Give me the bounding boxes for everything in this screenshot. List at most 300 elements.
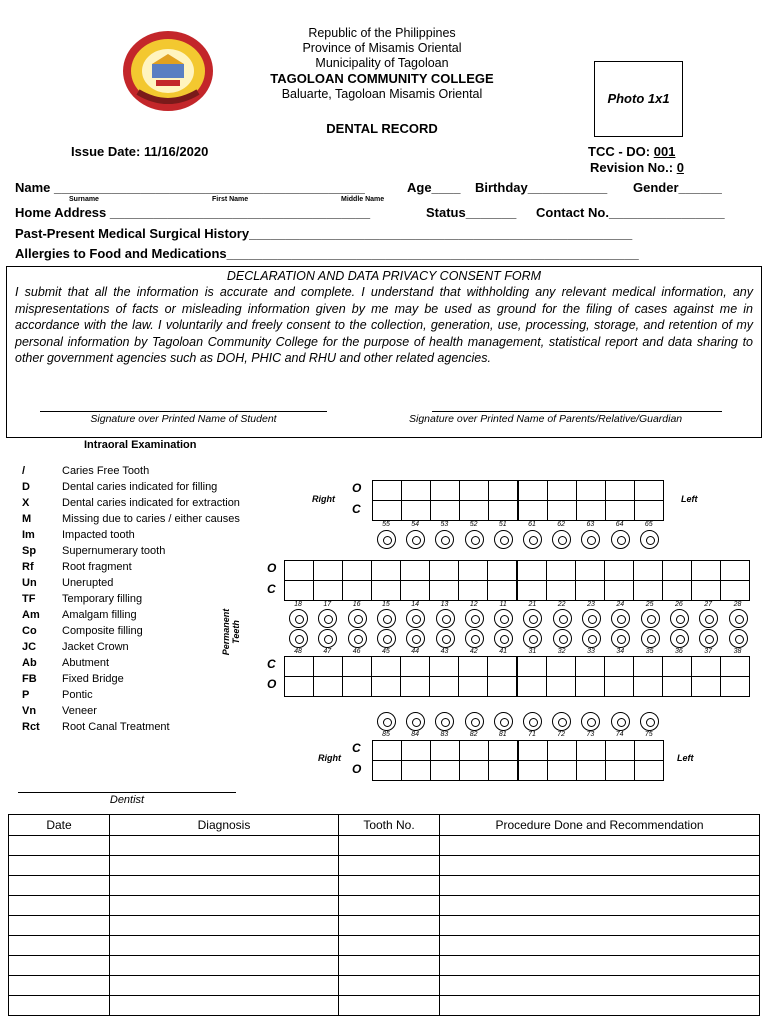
tooth-surface-cell[interactable] — [343, 677, 372, 697]
tooth-surface-cell[interactable] — [517, 581, 547, 601]
lower-permanent-tooth-number: 43 — [440, 648, 449, 655]
tooth-surface-cell[interactable] — [517, 561, 547, 581]
diagnosis-cell[interactable] — [110, 856, 339, 876]
tooth-surface-cell[interactable] — [721, 657, 750, 677]
legend-code: Co — [22, 625, 37, 637]
tooth-surface-cell[interactable] — [518, 501, 548, 521]
legend-code: Vn — [22, 705, 37, 717]
grid-row — [285, 561, 750, 581]
tooth-surface-cell[interactable] — [634, 657, 663, 677]
tooth-surface-cell[interactable] — [634, 677, 663, 697]
lower-primary-tooth-number: 74 — [615, 731, 624, 738]
lower-permanent-tooth-number: 38 — [733, 648, 742, 655]
procedure-cell[interactable] — [440, 976, 760, 996]
upper-permanent-tooth-icon[interactable] — [289, 609, 308, 628]
lower-primary-tooth-icon[interactable] — [581, 712, 600, 731]
upper-permanent-tooth-number: 14 — [411, 601, 420, 608]
tooth-surface-cell[interactable] — [402, 501, 431, 521]
upper-permanent-tooth-icon[interactable] — [699, 609, 718, 628]
tooth-surface-cell[interactable] — [517, 657, 547, 677]
tooth-surface-cell[interactable] — [402, 741, 431, 761]
lower-permanent-tooth-number: 36 — [674, 648, 683, 655]
tooth-surface-cell[interactable] — [459, 561, 488, 581]
tooth-surface-cell[interactable] — [547, 677, 576, 697]
dentist-signature-line[interactable] — [18, 792, 236, 793]
tooth-surface-cell[interactable] — [430, 677, 459, 697]
right-label: Right — [312, 494, 335, 504]
legend-code: P — [22, 689, 30, 701]
age-field[interactable]: Age____ — [407, 180, 461, 195]
lower-permanent-tooth-icon[interactable] — [582, 629, 601, 648]
legend-text: Abutment — [62, 657, 110, 669]
tooth-surface-cell[interactable] — [459, 581, 488, 601]
legend-text: Dental caries indicated for filling — [62, 481, 218, 493]
tooth-surface-cell[interactable] — [692, 677, 721, 697]
tooth-surface-cell[interactable] — [663, 657, 692, 677]
diagnosis-cell[interactable] — [110, 836, 339, 856]
date-cell[interactable] — [9, 936, 110, 956]
tooth-surface-cell[interactable] — [314, 581, 343, 601]
diagnosis-cell[interactable] — [110, 976, 339, 996]
legend-item — [22, 641, 129, 657]
diagnosis-cell[interactable] — [110, 996, 339, 1016]
issue-date: Issue Date: 11/16/2020 — [71, 144, 209, 159]
tooth-surface-cell[interactable] — [431, 501, 460, 521]
first-name-label: First Name — [212, 196, 249, 203]
lower-primary-tooth-icon[interactable] — [494, 712, 513, 731]
upper-primary-tooth-icon[interactable] — [640, 530, 659, 549]
legend-text: Caries Free Tooth — [62, 465, 150, 477]
tooth-surface-cell[interactable] — [577, 501, 606, 521]
upper-primary-tooth-icon[interactable] — [377, 530, 396, 549]
lower-permanent-tooth-icon[interactable] — [289, 629, 308, 648]
grid-row — [285, 677, 750, 697]
procedure-cell[interactable] — [440, 836, 760, 856]
legend-code: Ab — [22, 657, 37, 669]
date-header: Date — [9, 815, 110, 836]
lower-primary-tooth-number: 82 — [469, 731, 478, 738]
procedure-cell[interactable] — [440, 996, 760, 1016]
tooth-surface-cell[interactable] — [488, 677, 518, 697]
tooth-surface-cell[interactable] — [518, 761, 548, 781]
birthday-field[interactable]: Birthday___________ — [475, 180, 608, 195]
upper-permanent-tooth-number: 28 — [733, 601, 742, 608]
tooth-surface-cell[interactable] — [577, 761, 606, 781]
legend-code: TF — [22, 593, 36, 605]
upper-permanent-tooth-icon[interactable] — [406, 609, 425, 628]
left-label: Left — [677, 753, 694, 763]
upper-permanent-tooth-number: 16 — [352, 601, 361, 608]
upper-permanent-tooth-icon[interactable] — [377, 609, 396, 628]
tooth-surface-cell[interactable] — [431, 761, 460, 781]
legend-text: Fixed Bridge — [62, 673, 124, 685]
diagnosis-cell[interactable] — [110, 876, 339, 896]
upper-primary-tooth-icon[interactable] — [406, 530, 425, 549]
tooth-surface-cell[interactable] — [721, 677, 750, 697]
status-field[interactable]: Status_______ — [426, 205, 517, 220]
tooth-surface-cell[interactable] — [518, 741, 548, 761]
legend-item — [22, 721, 170, 737]
legend-item — [22, 561, 132, 577]
legend-item — [22, 705, 97, 721]
tooth-surface-cell[interactable] — [606, 741, 635, 761]
lower-permanent-tooth-icon[interactable] — [348, 629, 367, 648]
legend-item — [22, 673, 124, 689]
tooth-surface-cell[interactable] — [721, 561, 750, 581]
tooth-surface-cell[interactable] — [605, 581, 634, 601]
tooth-no-cell[interactable] — [339, 836, 440, 856]
lower-permanent-tooth-icon[interactable] — [611, 629, 630, 648]
tooth-surface-cell[interactable] — [605, 677, 634, 697]
diagnosis-cell[interactable] — [110, 916, 339, 936]
upper-primary-tooth-number: 63 — [586, 521, 595, 528]
procedure-cell[interactable] — [440, 916, 760, 936]
upper-permanent-tooth-icon[interactable] — [348, 609, 367, 628]
upper-primary-tooth-icon[interactable] — [581, 530, 600, 549]
lower-permanent-tooth-icon[interactable] — [670, 629, 689, 648]
tooth-surface-cell[interactable] — [343, 561, 372, 581]
diagnosis-cell[interactable] — [110, 956, 339, 976]
upper-permanent-tooth-icon[interactable] — [553, 609, 572, 628]
tooth-surface-cell[interactable] — [285, 581, 314, 601]
header-college: TAGOLOAN COMMUNITY COLLEGE — [270, 71, 494, 86]
upper-permanent-tooth-icon[interactable] — [670, 609, 689, 628]
header-address: Baluarte, Tagoloan Misamis Oriental — [281, 87, 483, 101]
legend-text: Temporary filling — [62, 593, 143, 605]
tooth-surface-cell[interactable] — [635, 741, 664, 761]
tooth-surface-cell[interactable] — [314, 677, 343, 697]
tooth-no-cell[interactable] — [339, 876, 440, 896]
legend-text: Composite filling — [62, 625, 143, 637]
header-republic: Republic of the Philippines — [308, 26, 456, 40]
student-signature-line[interactable] — [40, 411, 327, 412]
tooth-surface-cell[interactable] — [372, 561, 401, 581]
tooth-surface-cell[interactable] — [401, 561, 430, 581]
tooth-surface-cell[interactable] — [489, 501, 519, 521]
procedure-cell[interactable] — [440, 856, 760, 876]
legend-item — [22, 465, 149, 481]
legend-code: Im — [22, 529, 35, 541]
tooth-no-cell[interactable] — [339, 956, 440, 976]
tooth-surface-cell[interactable] — [547, 561, 576, 581]
tooth-surface-cell[interactable] — [401, 657, 430, 677]
tooth-surface-cell[interactable] — [343, 657, 372, 677]
tooth-surface-cell[interactable] — [634, 581, 663, 601]
declaration-body: I submit that all the information is accurate and complete. I understand that withholding any relevant medical information, any mispresentations of facts or misleading information given by me may be used as ground for the filing of cases against me in accordance with the law. I voluntarily and freely consent to the collection, generation, use, processing, storage, and retention of my personal information by Tagoloan Community College for the purpose of health management, statistical report and data sharing to other government agencies such as DOH, PHIC and RHU and other related agencies. — [15, 285, 753, 365]
lower-permanent-tooth-icon[interactable] — [494, 629, 513, 648]
tooth-surface-cell[interactable] — [634, 561, 663, 581]
tooth-surface-cell[interactable] — [460, 481, 489, 501]
tooth-surface-cell[interactable] — [577, 741, 606, 761]
legend-text: Root fragment — [62, 561, 132, 573]
lower-permanent-tooth-number: 45 — [381, 648, 390, 655]
diagnosis-cell[interactable] — [110, 896, 339, 916]
tooth-surface-cell[interactable] — [373, 761, 402, 781]
lower-primary-tooth-icon[interactable] — [611, 712, 630, 731]
date-cell[interactable] — [9, 876, 110, 896]
legend-text: Impacted tooth — [62, 529, 135, 541]
lower-primary-tooth-icon[interactable] — [523, 712, 542, 731]
grid-row — [373, 501, 664, 521]
upper-primary-tooth-icon[interactable] — [435, 530, 454, 549]
upper-permanent-grid — [284, 560, 750, 601]
tooth-surface-cell[interactable] — [576, 677, 605, 697]
history-field[interactable]: Past-Present Medical Surgical History_____________________________________________________ — [15, 226, 633, 241]
upper-primary-tooth-number: 51 — [498, 521, 507, 528]
legend-item — [22, 529, 135, 545]
tooth-surface-cell[interactable] — [401, 581, 430, 601]
tooth-surface-cell[interactable] — [488, 657, 518, 677]
header-municipality: Municipality of Tagoloan — [315, 56, 449, 70]
dentist-label: Dentist — [109, 794, 145, 806]
photo-label: Photo 1x1 — [607, 91, 670, 106]
revision — [590, 160, 684, 175]
form-title: DENTAL RECORD — [326, 121, 438, 136]
lower-primary-tooth-number: 84 — [411, 731, 420, 738]
tooth-surface-cell[interactable] — [314, 657, 343, 677]
lower-permanent-tooth-icon[interactable] — [465, 629, 484, 648]
tooth-surface-cell[interactable] — [605, 561, 634, 581]
upper-permanent-tooth-icon[interactable] — [523, 609, 542, 628]
tooth-surface-cell[interactable] — [547, 657, 576, 677]
legend-text: Missing due to caries / either causes — [62, 513, 240, 525]
surname-label: Surname — [69, 196, 99, 203]
upper-permanent-tooth-icon[interactable] — [318, 609, 337, 628]
date-cell[interactable] — [9, 896, 110, 916]
tooth-surface-cell[interactable] — [431, 741, 460, 761]
tooth-surface-cell[interactable] — [548, 481, 577, 501]
tooth-surface-cell[interactable] — [460, 501, 489, 521]
upper-permanent-tooth-number: 22 — [557, 601, 566, 608]
tooth-surface-cell[interactable] — [692, 657, 721, 677]
tooth-surface-cell[interactable] — [663, 561, 692, 581]
lower-permanent-tooth-number: 46 — [352, 648, 361, 655]
tooth-surface-cell[interactable] — [692, 561, 721, 581]
lower-primary-tooth-icon[interactable] — [435, 712, 454, 731]
tooth-surface-cell[interactable] — [460, 761, 489, 781]
legend-code: JC — [22, 641, 37, 653]
row-label-c: C — [267, 657, 276, 671]
header-province: Province of Misamis Oriental — [302, 41, 462, 55]
tooth-surface-cell[interactable] — [372, 581, 401, 601]
lower-permanent-tooth-icon[interactable] — [699, 629, 718, 648]
upper-permanent-tooth-icon[interactable] — [611, 609, 630, 628]
procedure-cell[interactable] — [440, 876, 760, 896]
record-row — [9, 896, 760, 916]
tooth-surface-cell[interactable] — [488, 561, 518, 581]
procedure-cell[interactable] — [440, 896, 760, 916]
upper-primary-tooth-number: 62 — [557, 521, 566, 528]
gender-field[interactable]: Gender______ — [633, 180, 722, 195]
lower-primary-tooth-number: 81 — [498, 731, 507, 738]
grid-row — [373, 481, 664, 501]
upper-primary-tooth-icon[interactable] — [465, 530, 484, 549]
tooth-surface-cell[interactable] — [548, 741, 577, 761]
procedure-cell[interactable] — [440, 956, 760, 976]
left-label: Left — [681, 494, 698, 504]
tooth-no-cell[interactable] — [339, 896, 440, 916]
tooth-surface-cell[interactable] — [606, 501, 635, 521]
tooth-surface-cell[interactable] — [372, 677, 401, 697]
lower-permanent-tooth-number: 33 — [587, 648, 595, 655]
lower-primary-tooth-number: 72 — [557, 731, 566, 738]
legend-code: X — [22, 497, 30, 509]
upper-permanent-tooth-icon[interactable] — [582, 609, 601, 628]
lower-primary-tooth-icon[interactable] — [377, 712, 396, 731]
lower-permanent-tooth-number: 44 — [411, 648, 420, 655]
upper-primary-grid — [372, 480, 664, 521]
date-cell[interactable] — [9, 836, 110, 856]
record-row — [9, 856, 760, 876]
tooth-surface-cell[interactable] — [285, 677, 314, 697]
upper-permanent-tooth-number: 11 — [499, 601, 507, 608]
tooth-no-cell[interactable] — [339, 996, 440, 1016]
tooth-surface-cell[interactable] — [489, 761, 519, 781]
tooth-surface-cell[interactable] — [460, 741, 489, 761]
lower-permanent-tooth-icon[interactable] — [377, 629, 396, 648]
lower-permanent-tooth-icon[interactable] — [406, 629, 425, 648]
tooth-no-cell[interactable] — [339, 856, 440, 876]
lower-permanent-tooth-icon[interactable] — [436, 629, 455, 648]
tooth-surface-cell[interactable] — [548, 761, 577, 781]
diagnosis-cell[interactable] — [110, 936, 339, 956]
date-cell[interactable] — [9, 916, 110, 936]
tooth-surface-cell[interactable] — [459, 677, 488, 697]
tooth-surface-cell[interactable] — [635, 501, 664, 521]
upper-primary-tooth-icon[interactable] — [552, 530, 571, 549]
upper-permanent-tooth-number: 15 — [381, 601, 390, 608]
tooth-surface-cell[interactable] — [401, 677, 430, 697]
upper-permanent-tooth-icon[interactable] — [465, 609, 484, 628]
tooth-surface-cell[interactable] — [721, 581, 750, 601]
upper-permanent-tooth-icon[interactable] — [494, 609, 513, 628]
tooth-surface-cell[interactable] — [576, 561, 605, 581]
tooth-surface-cell[interactable] — [635, 481, 664, 501]
lower-primary-tooth-number: 71 — [528, 731, 536, 738]
lower-permanent-tooth-icon[interactable] — [523, 629, 542, 648]
tooth-surface-cell[interactable] — [459, 657, 488, 677]
date-cell[interactable] — [9, 956, 110, 976]
tooth-surface-cell[interactable] — [605, 657, 634, 677]
tooth-surface-cell[interactable] — [518, 481, 548, 501]
date-cell[interactable] — [9, 976, 110, 996]
tooth-surface-cell[interactable] — [373, 481, 402, 501]
lower-primary-tooth-icon[interactable] — [465, 712, 484, 731]
lower-primary-tooth-number: 83 — [440, 731, 449, 738]
tooth-surface-cell[interactable] — [635, 761, 664, 781]
tooth-surface-cell[interactable] — [576, 657, 605, 677]
tooth-surface-cell[interactable] — [576, 581, 605, 601]
legend-item — [22, 657, 109, 673]
tooth-surface-cell[interactable] — [663, 677, 692, 697]
tooth-surface-cell[interactable] — [285, 561, 314, 581]
lower-permanent-tooth-icon[interactable] — [553, 629, 572, 648]
name-field[interactable]: Name ___________________________________________ — [15, 180, 365, 195]
upper-primary-tooth-icon[interactable] — [611, 530, 630, 549]
row-label-c: C — [267, 582, 276, 596]
tooth-surface-cell[interactable] — [373, 501, 402, 521]
upper-primary-tooth-number: 61 — [528, 521, 536, 528]
upper-primary-tooth-number: 52 — [469, 521, 478, 528]
doc-code-value: 001 — [653, 144, 676, 159]
tooth-no-header: Tooth No. — [339, 815, 440, 836]
upper-permanent-tooth-icon[interactable] — [436, 609, 455, 628]
tooth-surface-cell[interactable] — [343, 581, 372, 601]
tooth-surface-cell[interactable] — [489, 741, 519, 761]
contact-field[interactable]: Contact No.________________ — [536, 205, 725, 220]
upper-permanent-tooth-icon[interactable] — [729, 609, 748, 628]
lower-primary-tooth-icon[interactable] — [640, 712, 659, 731]
lower-primary-tooth-icon[interactable] — [406, 712, 425, 731]
date-cell[interactable] — [9, 856, 110, 876]
upper-primary-tooth-icon[interactable] — [494, 530, 513, 549]
tooth-no-cell[interactable] — [339, 916, 440, 936]
tooth-surface-cell[interactable] — [663, 581, 692, 601]
guardian-signature-label: Signature over Printed Name of Parents/Relative/Guardian — [409, 413, 683, 425]
row-label-o: O — [267, 561, 277, 575]
tooth-surface-cell[interactable] — [430, 561, 459, 581]
tooth-surface-cell[interactable] — [430, 581, 459, 601]
tooth-surface-cell[interactable] — [606, 761, 635, 781]
tooth-surface-cell[interactable] — [517, 677, 547, 697]
legend-code: D — [22, 481, 30, 493]
legend-item — [22, 577, 113, 593]
doc-code — [588, 144, 675, 159]
intraoral-title: Intraoral Examination — [84, 439, 197, 451]
upper-permanent-tooth-number: 18 — [294, 601, 302, 608]
upper-permanent-tooth-number: 24 — [616, 601, 625, 608]
tooth-surface-cell[interactable] — [373, 741, 402, 761]
lower-permanent-tooth-icon[interactable] — [318, 629, 337, 648]
tooth-surface-cell[interactable] — [547, 581, 576, 601]
tooth-surface-cell[interactable] — [577, 481, 606, 501]
tooth-surface-cell[interactable] — [402, 481, 431, 501]
tooth-no-cell[interactable] — [339, 936, 440, 956]
legend-code: Rf — [22, 561, 34, 573]
tooth-surface-cell[interactable] — [488, 581, 518, 601]
tooth-no-cell[interactable] — [339, 976, 440, 996]
upper-primary-tooth-icon[interactable] — [523, 530, 542, 549]
tooth-surface-cell[interactable] — [431, 481, 460, 501]
tooth-surface-cell[interactable] — [606, 481, 635, 501]
tooth-surface-cell[interactable] — [489, 481, 519, 501]
legend-text: Dental caries indicated for extraction — [62, 497, 240, 509]
tooth-surface-cell[interactable] — [548, 501, 577, 521]
date-cell[interactable] — [9, 996, 110, 1016]
tooth-surface-cell[interactable] — [285, 657, 314, 677]
tooth-surface-cell[interactable] — [402, 761, 431, 781]
upper-permanent-tooth-icon[interactable] — [641, 609, 660, 628]
permanent-teeth-label: Permanent Teeth — [221, 608, 241, 656]
allergies-field[interactable]: Allergies to Food and Medications_________________________________________________________ — [15, 246, 639, 261]
tooth-surface-cell[interactable] — [692, 581, 721, 601]
lower-permanent-tooth-number: 41 — [499, 648, 507, 655]
lower-primary-tooth-icon[interactable] — [552, 712, 571, 731]
legend-code: Am — [22, 609, 40, 621]
legend-code: Un — [22, 577, 37, 589]
home-address-field[interactable]: Home Address ____________________________________ — [15, 205, 371, 220]
procedure-cell[interactable] — [440, 936, 760, 956]
upper-permanent-tooth-number: 17 — [323, 601, 332, 608]
lower-permanent-tooth-number: 32 — [557, 648, 566, 655]
grid-row — [285, 657, 750, 677]
guardian-signature-line[interactable] — [432, 411, 722, 412]
tooth-surface-cell[interactable] — [372, 657, 401, 677]
tooth-surface-cell[interactable] — [430, 657, 459, 677]
tooth-surface-cell[interactable] — [314, 561, 343, 581]
lower-permanent-tooth-icon[interactable] — [729, 629, 748, 648]
lower-permanent-tooth-icon[interactable] — [641, 629, 660, 648]
